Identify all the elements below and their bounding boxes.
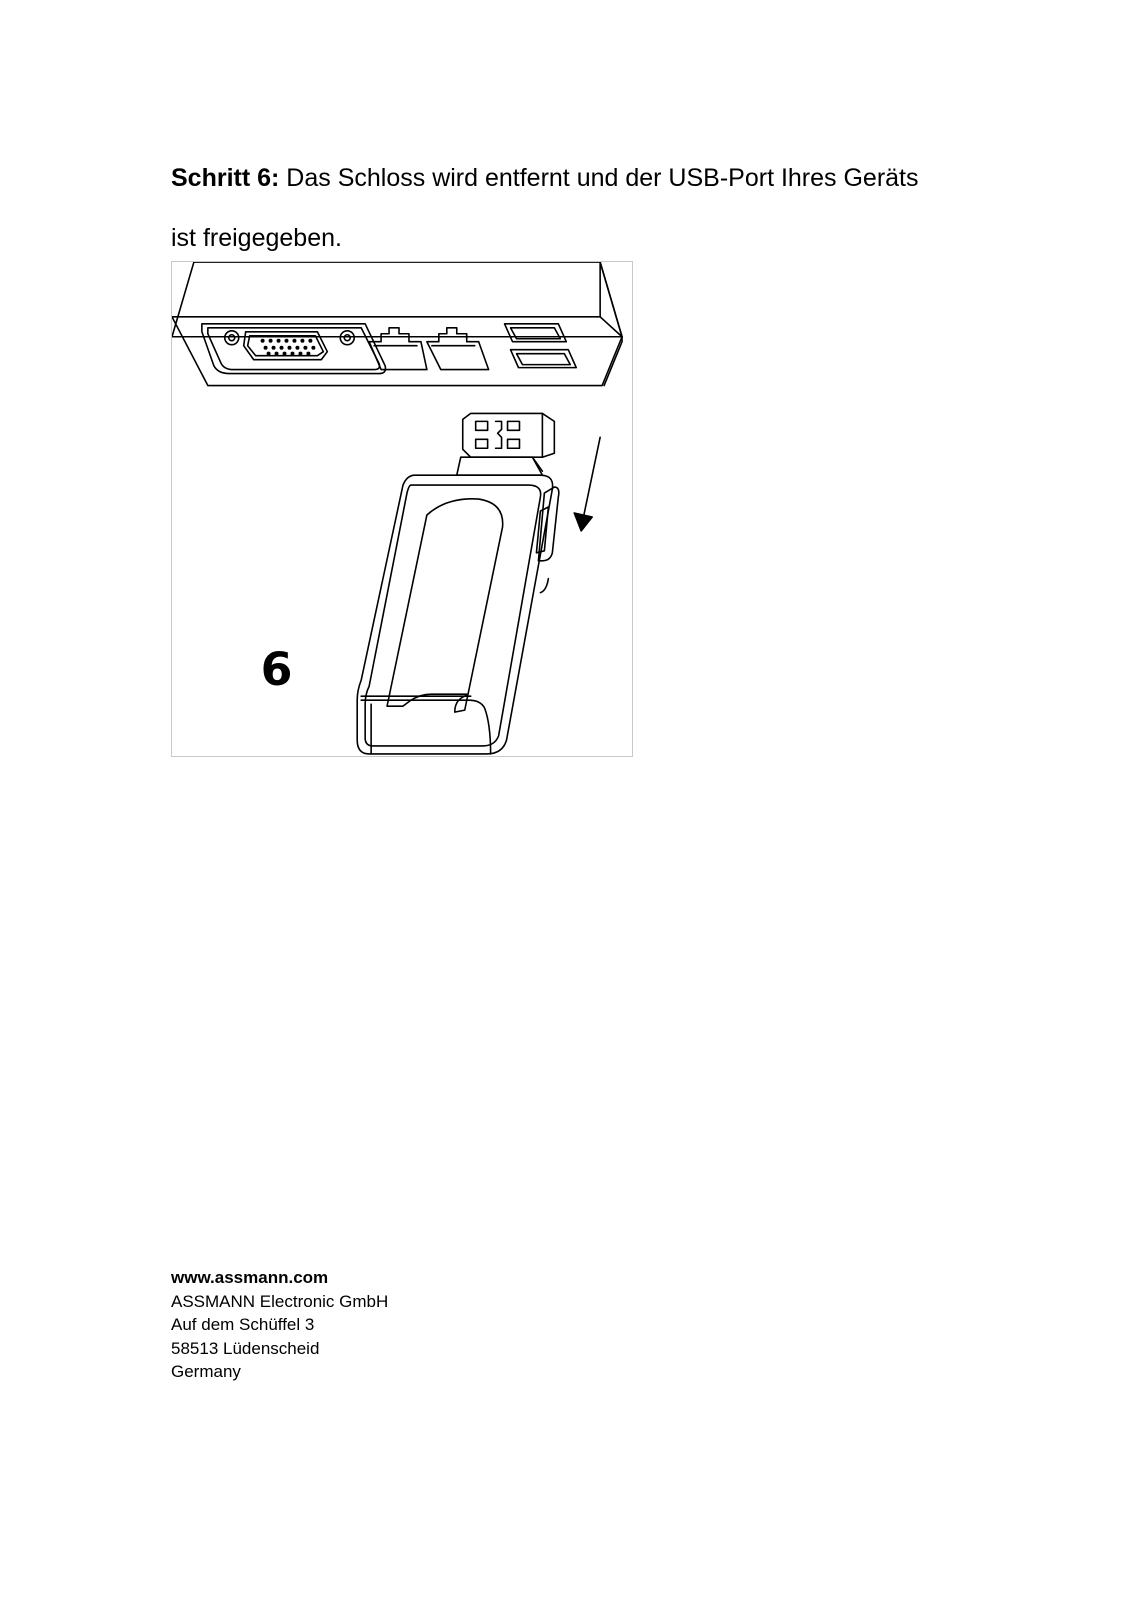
step-text-line2: ist freigegeben. <box>171 224 342 252</box>
company-footer <box>171 1266 388 1384</box>
company-street: Auf dem Schüffel 3 <box>171 1315 315 1334</box>
usb-port-bottom <box>511 350 577 368</box>
step-instruction <box>171 148 991 268</box>
company-country: Germany <box>171 1362 241 1381</box>
usb-plug <box>457 413 555 475</box>
step-illustration <box>171 261 633 757</box>
company-name: ASSMANN Electronic GmbH <box>171 1291 389 1311</box>
step-text-line1: Das Schloss wird entfernt und der USB-Port Ihres Geräts <box>279 164 919 192</box>
figure-step-number: 6 <box>260 642 293 697</box>
usb-lock-body <box>357 475 559 754</box>
usb-lock-removal-drawing <box>172 262 632 756</box>
company-website-link[interactable]: www.assmann.com <box>171 1268 329 1287</box>
company-city: 58513 Lüdenscheid <box>171 1338 320 1358</box>
step-label: Schritt 6: <box>171 164 280 192</box>
arrow-down-icon <box>574 437 600 531</box>
